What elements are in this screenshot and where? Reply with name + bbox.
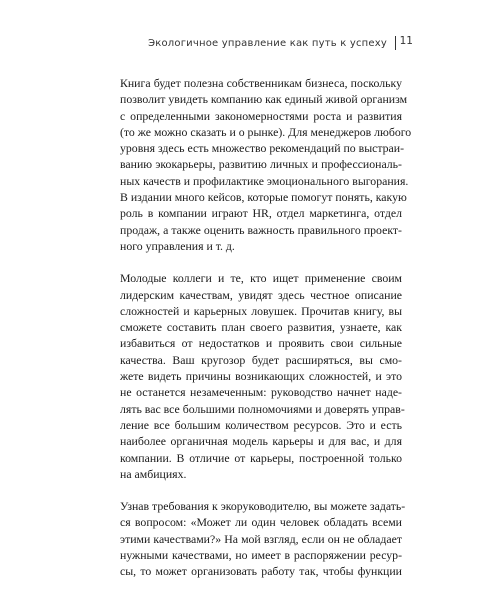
body-text [120,75,412,596]
text-line: (то же можно сказать и о рынке). Для менеджеров любого [120,124,412,139]
text-line: Узнав требования к экоруководителю, вы можете задать- [120,499,406,514]
text-line: сы, то может организовать работу так, чтобы функции [120,564,402,579]
text-line: компании. В отличие от карьеры, построенной только [120,450,402,465]
text-line: жете видеть причины возникающих сложностей, и это [120,369,402,384]
text-line: ных качеств и профилактике эмоционального выгорания. [120,173,409,188]
text-line: не останется незамеченным: руководство начнет наде- [120,385,402,400]
text-line: ся вопросом: «Может ли один человек обладать всеми [120,515,402,530]
text-line: с определенными закономерностями роста и развития [120,108,402,123]
text-line: позволит увидеть компанию как единый живой организм [120,92,408,107]
page-number: 11 [399,35,413,47]
text-line: наиболее органичная модель карьеры и для вас, и для [120,434,402,449]
text-line: ванию экокарьеры, развитию личных и профессиональ- [120,157,402,172]
running-title: Экологичное управление как путь к успеху [148,37,387,49]
paragraph-3 [120,498,406,579]
text-line: лять вас все большими полномочиями и доверять управ- [120,401,405,416]
text-line: В издании много кейсов, которые помогут понять, какую [120,190,407,205]
paragraph-2 [120,270,405,482]
text-line: лидерским качествам, увидят здесь честное описание [120,287,402,302]
text-line: качества. Ваш кругозор будет расширяться, вы смо- [120,352,402,367]
text-line: сложностей и карьерных ловушек. Прочитав книгу, вы [120,303,402,318]
text-line: нужными качествами, но имеет в распоряжении ресур- [120,548,402,563]
text-line: роль в компании играют HR, отдел маркетинга, отдел [120,206,402,221]
paragraph-1 [120,75,412,254]
text-line: сможете составить план своего развития, узнаете, как [120,320,402,335]
running-header [148,36,396,50]
header-divider [395,36,396,50]
text-line: ление все большим количеством ресурсов. Это и есть [120,417,402,432]
text-line: Книга будет полезна собственникам бизнеса, поскольку [120,76,402,90]
text-line: Молодые коллеги и те, кто ищет применение своим [120,271,402,286]
text-line: на амбициях. [120,466,187,481]
text-line: этими качествами?» На мой взгляд, если он не обладает [120,531,402,546]
text-line: избавиться от недостатков и проявить свои сильные [120,336,402,351]
text-line: ного управления и т. д. [120,238,235,253]
text-line: продаж, а также оценить важность правильного проект- [120,222,402,237]
text-line: уровня здесь есть множество рекомендаций по выстраи- [120,141,405,156]
